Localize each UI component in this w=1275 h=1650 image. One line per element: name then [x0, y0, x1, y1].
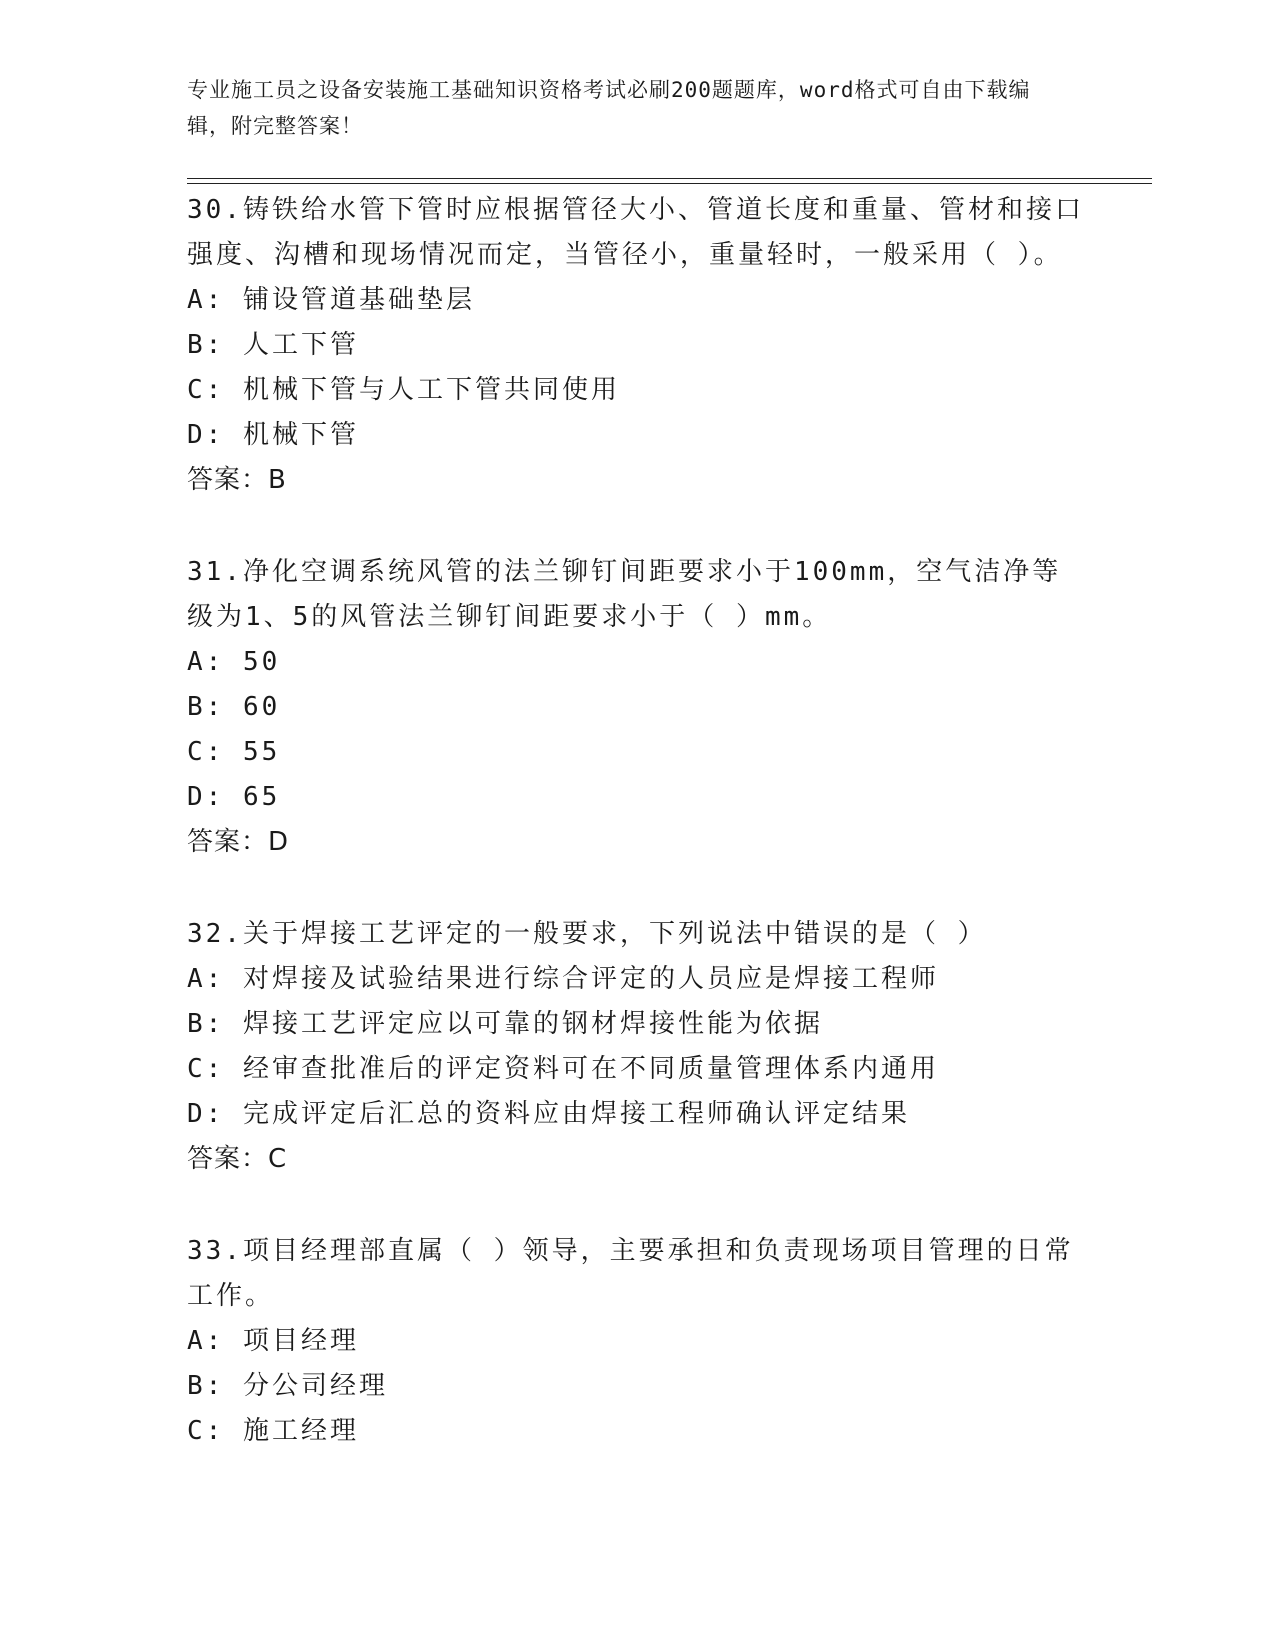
option-a: A: 项目经理: [187, 1326, 359, 1356]
option-a: A: 对焊接及试验结果进行综合评定的人员应是焊接工程师: [187, 964, 939, 994]
option-b: B: 人工下管: [187, 330, 359, 360]
answer: 答案：B: [187, 465, 287, 495]
option-d: D: 完成评定后汇总的资料应由焊接工程师确认评定结果: [187, 1099, 910, 1129]
header-divider-top: [187, 178, 1152, 179]
question-31: [187, 550, 1087, 865]
option-c: C: 机械下管与人工下管共同使用: [187, 375, 620, 405]
option-b: B: 焊接工艺评定应以可靠的钢材焊接性能为依据: [187, 1009, 823, 1039]
question-text: 32.关于焊接工艺评定的一般要求，下列说法中错误的是（ ）: [187, 919, 987, 949]
option-c: C: 经审查批准后的评定资料可在不同质量管理体系内通用: [187, 1054, 939, 1084]
option-b: B: 60: [187, 692, 281, 722]
option-a: A: 铺设管道基础垫层: [187, 285, 475, 315]
option-a: A: 50: [187, 647, 281, 677]
answer: 答案：D: [187, 827, 290, 857]
option-d: D: 机械下管: [187, 420, 359, 450]
question-text: 30.铸铁给水管下管时应根据管径大小、管道长度和重量、管材和接口强度、沟槽和现场情况而定，当管径小，重量轻时，一般采用（ ）。: [187, 195, 1084, 270]
header-divider-bottom: [187, 183, 1152, 184]
question-text: 31.净化空调系统风管的法兰铆钉间距要求小于100mm，空气洁净等级为1、5的风管法兰铆钉间距要求小于（ ）mm。: [187, 557, 1062, 632]
document-header: 专业施工员之设备安装施工基础知识资格考试必刷200题题库，word格式可自由下载编辑，附完整答案！: [187, 78, 1031, 138]
option-d: D: 65: [187, 782, 281, 812]
option-c: C: 施工经理: [187, 1416, 359, 1446]
answer: 答案：C: [187, 1144, 288, 1174]
question-30: [187, 188, 1087, 503]
question-32: [187, 912, 1087, 1182]
question-33: [187, 1229, 1087, 1454]
option-c: C: 55: [187, 737, 281, 767]
question-text: 33.项目经理部直属（ ）领导，主要承担和负责现场项目管理的日常工作。: [187, 1236, 1074, 1311]
option-b: B: 分公司经理: [187, 1371, 388, 1401]
